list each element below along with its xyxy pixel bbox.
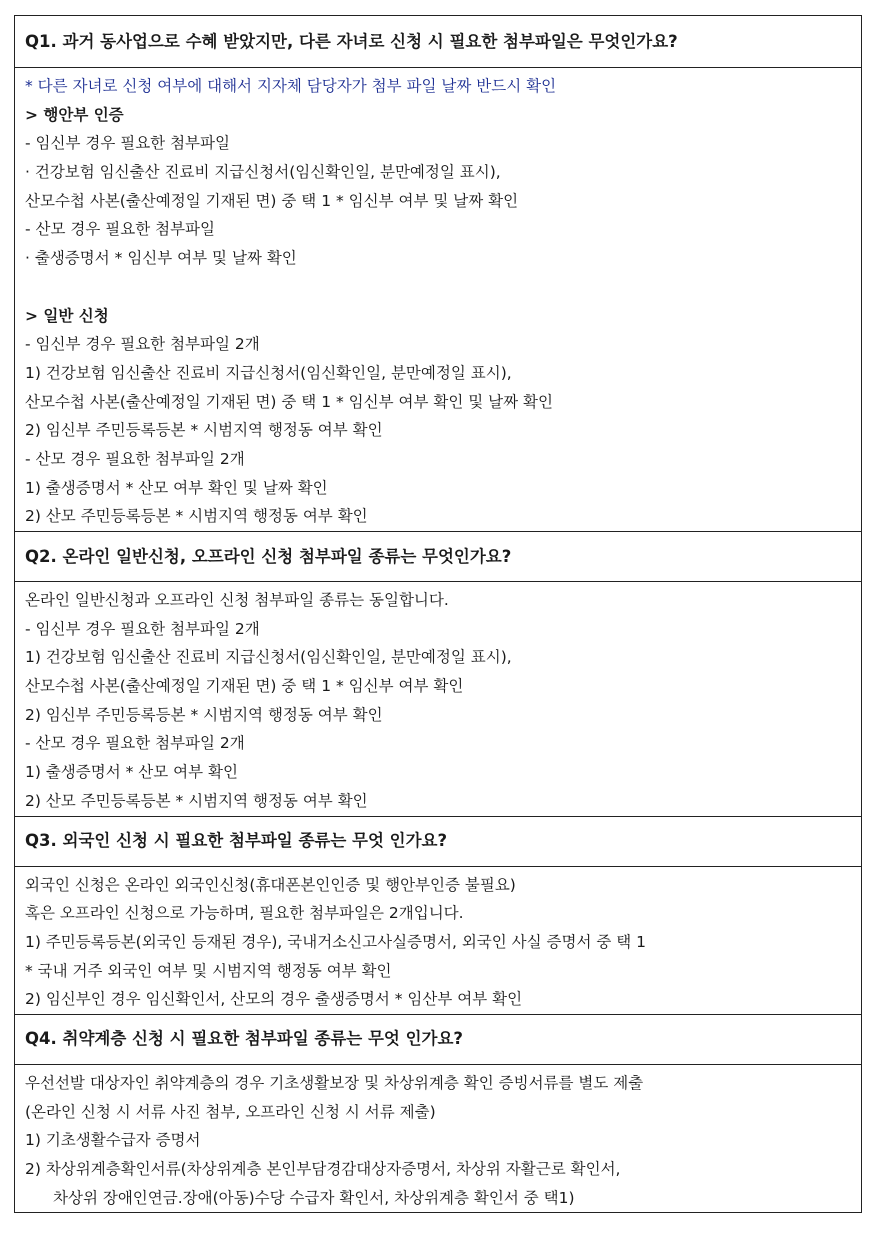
answer-line: - 산모 경우 필요한 첨부파일 <box>25 220 216 239</box>
answer-line: 2) 임신부인 경우 임신확인서, 산모의 경우 출생증명서 * 임산부 여부 확인 <box>25 990 523 1009</box>
faq-question-3: Q3. 외국인 신청 시 필요한 첨부파일 종류는 무엇 인가요? <box>15 817 861 867</box>
answer-line: 2) 임신부 주민등록등본 * 시범지역 행정동 여부 확인 <box>25 705 383 724</box>
answer-line: 1) 출생증명서 * 산모 여부 확인 및 날짜 확인 <box>25 478 328 497</box>
faq-question-2: Q2. 온라인 일반신청, 오프라인 신청 첨부파일 종류는 무엇인가요? <box>15 532 861 582</box>
answer-line: - 임신부 경우 필요한 첨부파일 2개 <box>25 619 260 638</box>
answer-line: 1) 건강보험 임신출산 진료비 지급신청서(임신확인일, 분만예정일 표시), <box>25 363 512 382</box>
answer-line: (온라인 신청 시 서류 사진 첨부, 오프라인 신청 시 서류 제출) <box>25 1102 436 1121</box>
answer-line: - 산모 경우 필요한 첨부파일 2개 <box>25 449 245 468</box>
answer-line: 산모수첩 사본(출산예정일 기재된 면) 중 택 1 * 임신부 여부 확인 및 날짜 확인 <box>25 392 553 411</box>
answer-line: 2) 산모 주민등록등본 * 시범지역 행정동 여부 확인 <box>25 507 368 526</box>
answer-line: 차상위 장애인연금.장애(아동)수당 수급자 확인서, 차상위계층 확인서 중 택1) <box>53 1188 575 1207</box>
answer-line: 온라인 일반신청과 오프라인 신청 첨부파일 종류는 동일합니다. <box>25 591 449 609</box>
answer-line: 2) 산모 주민등록등본 * 시범지역 행정동 여부 확인 <box>25 791 368 810</box>
faq-answer-4 <box>15 1065 861 1212</box>
answer-line: 외국인 신청은 온라인 외국인신청(휴대폰본인인증 및 행안부인증 불필요) <box>25 875 516 894</box>
answer-line: 1) 주민등록등본(외국인 등재된 경우), 국내거소신고사실증명서, 외국인 사실 증명서 중 택 1 <box>25 932 647 951</box>
answer-line: 1) 출생증명서 * 산모 여부 확인 <box>25 763 238 782</box>
faq-answer-3 <box>15 867 861 1015</box>
answer-line: 1) 건강보험 임신출산 진료비 지급신청서(임신확인일, 분만예정일 표시), <box>25 648 512 667</box>
faq-question-1: Q1. 과거 동사업으로 수혜 받았지만, 다른 자녀로 신청 시 필요한 첨부파일은 무엇인가요? <box>15 16 861 68</box>
answer-line: 2) 차상위계층확인서류(차상위계층 본인부담경감대상자증명서, 차상위 자활근로 확인서, <box>25 1160 621 1178</box>
answer-line: 혹은 오프라인 신청으로 가능하며, 필요한 첨부파일은 2개입니다. <box>25 904 464 923</box>
answer-line: - 임신부 경우 필요한 첨부파일 <box>25 134 230 153</box>
answer-line: - 산모 경우 필요한 첨부파일 2개 <box>25 734 245 753</box>
faq-answer-2 <box>15 582 861 817</box>
answer-line: · 출생증명서 * 임신부 여부 및 날짜 확인 <box>25 249 297 268</box>
answer-line: 산모수첩 사본(출산예정일 기재된 면) 중 택 1 * 임신부 여부 및 날짜 확인 <box>25 191 519 210</box>
faq-answer-1 <box>15 68 861 532</box>
answer-line: 우선선발 대상자인 취약계층의 경우 기초생활보장 및 차상위계층 확인 증빙서류를 별도 제출 <box>25 1073 644 1092</box>
answer-line: 1) 기초생활수급자 증명서 <box>25 1131 201 1150</box>
answer-line <box>25 273 851 302</box>
answer-note: * 다른 자녀로 신청 여부에 대해서 지자체 담당자가 첨부 파일 날짜 반드시 확인 <box>25 77 557 95</box>
faq-table <box>14 15 862 1213</box>
answer-line: * 국내 거주 외국인 여부 및 시범지역 행정동 여부 확인 <box>25 961 392 980</box>
answer-line: 산모수첩 사본(출산예정일 기재된 면) 중 택 1 * 임신부 여부 확인 <box>25 677 464 696</box>
answer-line: - 임신부 경우 필요한 첨부파일 2개 <box>25 335 260 354</box>
answer-line: 2) 임신부 주민등록등본 * 시범지역 행정동 여부 확인 <box>25 421 383 440</box>
answer-line: · 건강보험 임신출산 진료비 지급신청서(임신확인일, 분만예정일 표시), <box>25 163 501 182</box>
faq-question-4: Q4. 취약계층 신청 시 필요한 첨부파일 종류는 무엇 인가요? <box>15 1015 861 1065</box>
answer-section-heading: > 일반 신청 <box>25 306 109 325</box>
answer-section-heading: > 행안부 인증 <box>25 105 124 124</box>
